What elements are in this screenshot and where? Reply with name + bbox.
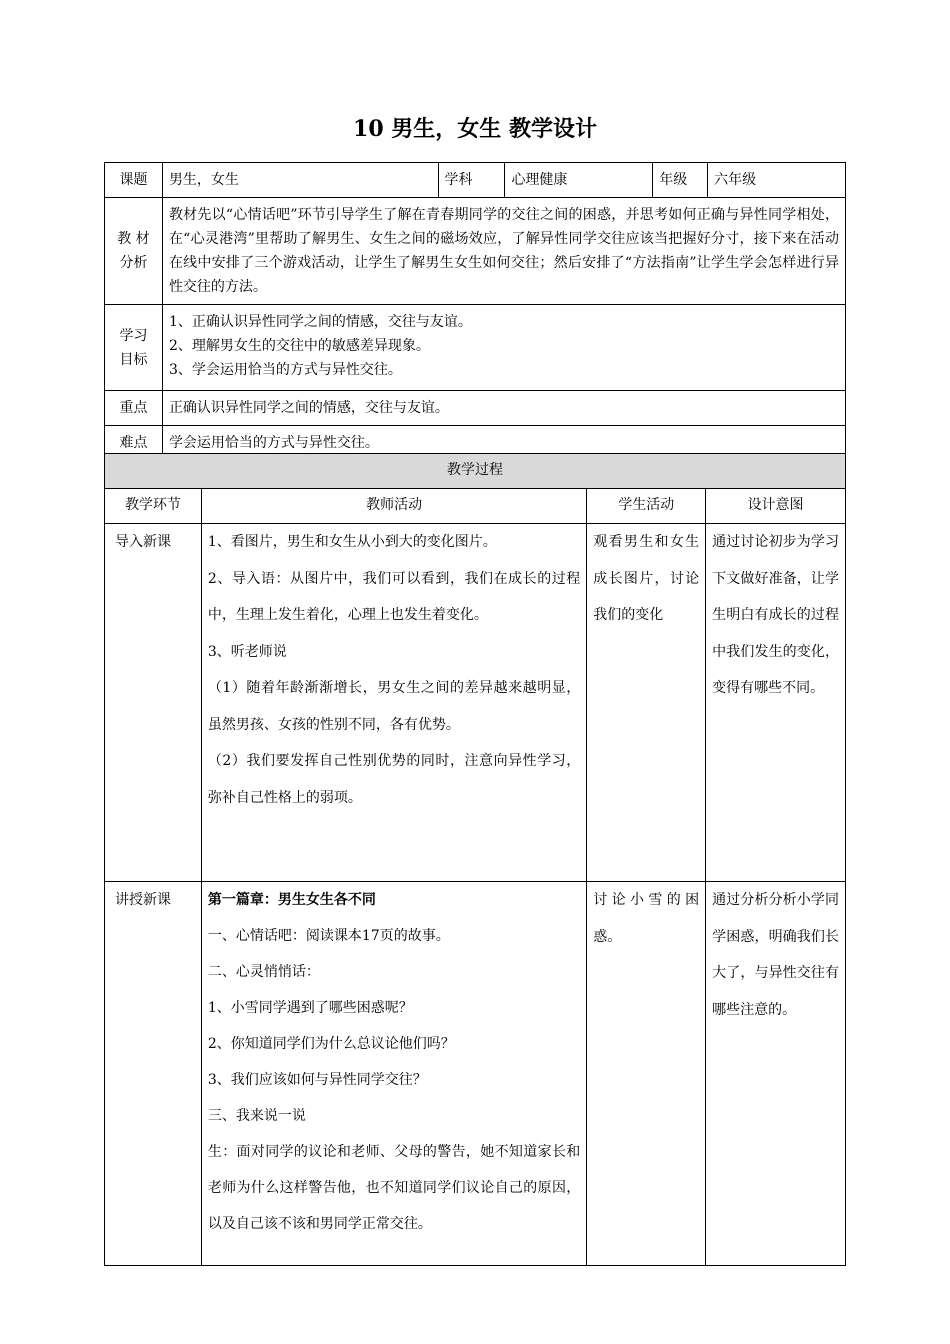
difficulty-value: 学会运用恰当的方式与异性交往。 — [162, 426, 845, 461]
student-activity-cell: 讨论小雪的困惑。 — [587, 882, 706, 1266]
goal-item: 3、学会运用恰当的方式与异性交往。 — [168, 362, 402, 378]
goal-item: 1、正确认识异性同学之间的情感，交往与友谊。 — [168, 314, 472, 330]
topic-row — [105, 163, 846, 198]
grade-label: 年级 — [653, 163, 708, 198]
header-intent: 设计意图 — [706, 489, 846, 524]
teacher-line: 2、你知道同学们为什么总议论他们吗？ — [207, 1036, 455, 1052]
key-label: 重点 — [105, 391, 163, 426]
teacher-line: （2）我们要发挥自己性别优势的同时，注意向异性学习，弥补自己性格上的弱项。 — [207, 753, 581, 806]
teaching-process-table — [104, 453, 846, 1266]
design-intent-cell: 通过讨论初步为学习下文做好准备，让学生明白有成长的过程中我们发生的变化，变得有哪些不同。 — [706, 524, 846, 882]
teacher-line: 3、我们应该如何与异性同学交往？ — [207, 1072, 427, 1088]
goals-label-line: 学习 — [119, 327, 148, 344]
stage-cell: 导入新课 — [105, 524, 202, 882]
student-activity-cell: 观看男生和女生成长图片，讨论我们的变化 — [587, 524, 706, 882]
key-row — [105, 391, 846, 426]
analysis-label-line: 分析 — [119, 255, 148, 271]
goals-label — [105, 305, 163, 391]
design-intent-cell: 通过分析分析小学同学困惑，明确我们长大了，与异性交往有哪些注意的。 — [706, 882, 846, 1266]
analysis-text: 教材先以“心情话吧”环节引导学生了解在青春期同学的交往之间的困惑，并思考如何正确与异性同学相处，在“心灵港湾”里帮助了解男生、女生之间的磁场效应，了解异性同学交往应该当把握好分寸，接下来在活动在线中安排了三个游戏活动，让学生了解男生女生如何交往；然后安排了“方法指南”让学生学会怎样进行异性交往的方法。 — [162, 198, 845, 305]
section-title: 教学过程 — [105, 454, 846, 489]
subject-value: 心理健康 — [505, 163, 653, 198]
table-row — [105, 524, 846, 882]
header-student: 学生活动 — [587, 489, 706, 524]
teacher-line: （1）随着年龄渐渐增长，男女生之间的差异越来越明显，虽然男孩、女孩的性别不同，各有优势。 — [207, 680, 581, 733]
key-value: 正确认识异性同学之间的情感，交往与友谊。 — [162, 391, 845, 426]
teacher-activity-cell — [201, 882, 586, 1266]
table-row — [105, 882, 846, 1266]
section-row — [105, 454, 846, 489]
header-teacher: 教师活动 — [201, 489, 586, 524]
course-info-table — [104, 162, 846, 461]
goals-list — [162, 305, 845, 391]
teacher-line: 1、看图片，男生和女生从小到大的变化图片。 — [207, 534, 497, 550]
goals-label-line: 目标 — [119, 351, 148, 368]
page-title: 10 男生，女生 教学设计 — [353, 116, 597, 142]
teacher-line: 生：面对同学的议论和老师、父母的警告，她不知道家长和老师为什么这样警告他，也不知道同学们议论自己的原因，以及自己该不该和男同学正常交往。 — [207, 1144, 581, 1232]
teacher-line: 二、心灵悄悄话： — [207, 964, 320, 980]
goal-item: 2、理解男女生的交往中的敏感差异现象。 — [168, 338, 430, 354]
teacher-line: 3、听老师说 — [207, 643, 287, 660]
stage-cell: 讲授新课 — [105, 882, 202, 1266]
grade-value: 六年级 — [708, 163, 846, 198]
chapter-heading: 第一篇章：男生女生各不同 — [207, 892, 376, 908]
subject-label: 学科 — [438, 163, 505, 198]
topic-label: 课题 — [105, 163, 163, 198]
header-row — [105, 489, 846, 524]
teacher-line: 2、导入语：从图片中，我们可以看到，我们在成长的过程中，生理上发生着化，心理上也发生着变化。 — [207, 570, 581, 623]
teacher-activity-cell — [201, 524, 586, 882]
analysis-label-line: 教 材 — [117, 231, 150, 247]
topic-value: 男生，女生 — [162, 163, 438, 198]
header-stage: 教学环节 — [105, 489, 202, 524]
teacher-line: 1、小雪同学遇到了哪些困惑呢？ — [207, 1000, 413, 1016]
analysis-row — [105, 198, 846, 305]
analysis-label — [105, 198, 163, 305]
teacher-line: 一、心情话吧：阅读课本17页的故事。 — [207, 928, 450, 944]
teacher-line: 三、我来说一说 — [207, 1108, 306, 1124]
difficulty-label: 难点 — [105, 426, 163, 461]
goals-row — [105, 305, 846, 391]
